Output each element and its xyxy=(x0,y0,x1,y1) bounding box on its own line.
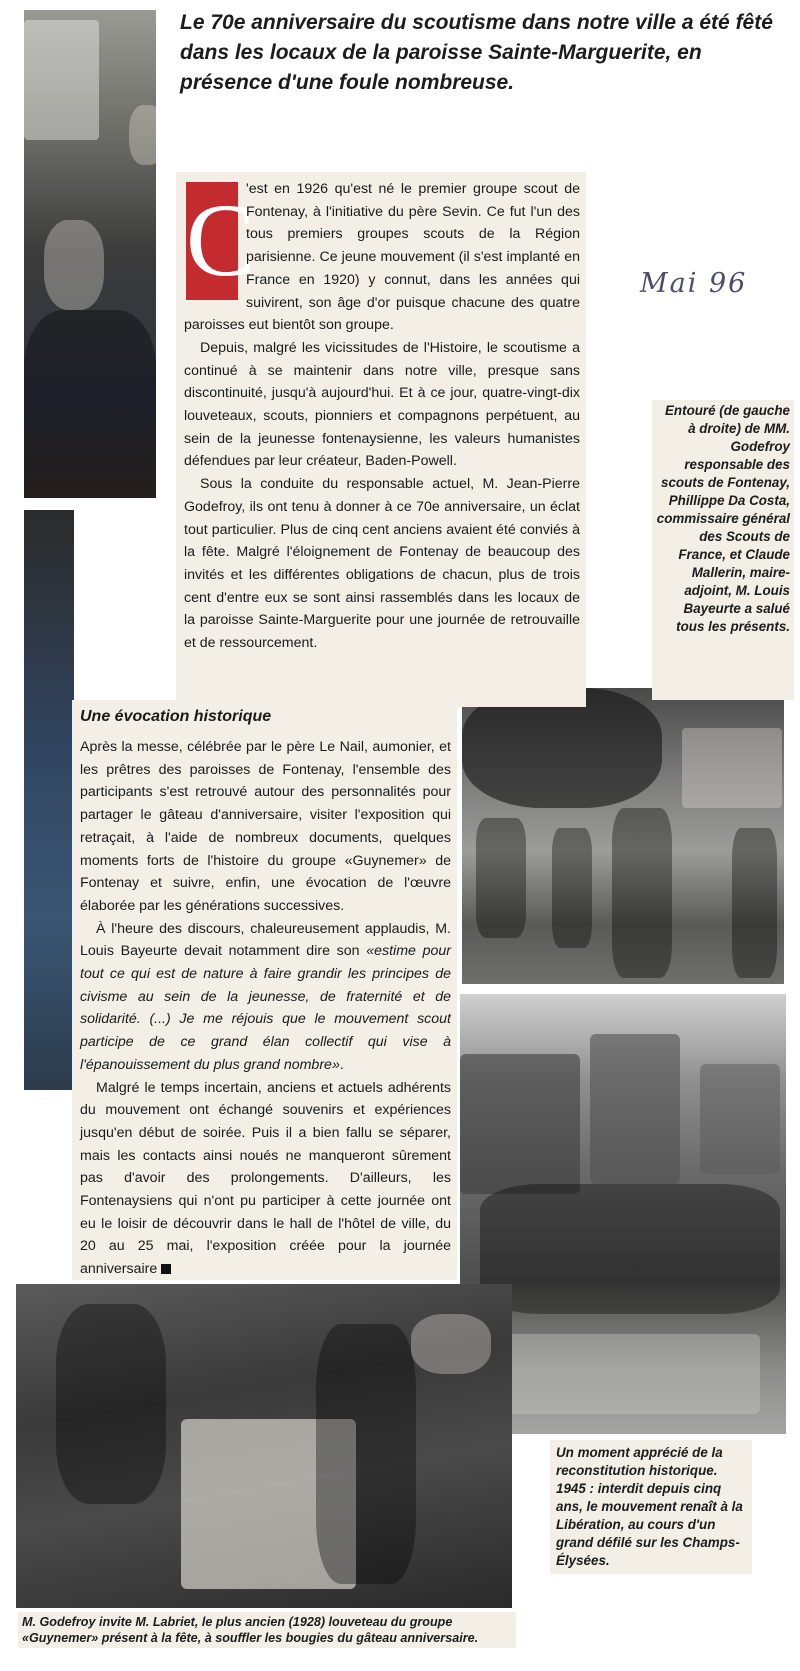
evocation-paragraph-2-start: À l'heure des discours, chaleureusement applaudis, M. Louis Bayeurte devait notamment dire son xyxy=(80,920,451,960)
evocation-title: Une évocation historique xyxy=(80,708,272,725)
evocation-paragraph-2 xyxy=(80,918,451,1077)
article-paragraph-3: Sous la conduite du responsable actuel, M. Jean-Pierre Godefroy, ils ont tenu à donner à ce 70e anniversaire, un éclat tout particulier. Plus de cinq cent anciens avaient été conviés à la fête. Malgré l'éloignement de Fontenay de beaucoup des invités et les différentes obligations de chacun, plus de trois cent d'entre eux se sont ainsi rassemblés dans les locaux de la paroisse Sainte-Marguerite pour une journée de retrouvaille et de ressourcement. xyxy=(184,476,580,652)
caption-parade: Un moment apprécié de la reconstitution historique. 1945 : interdit depuis cinq ans, le mouvement renaît à la Libération, au cours d'un grand défilé sur les Champs-Élysées. xyxy=(550,1440,752,1574)
photo-speakers xyxy=(462,688,784,984)
photo-crowd-top-left xyxy=(24,10,156,498)
end-mark-icon xyxy=(161,1264,171,1274)
evocation-paragraph-2-end: . xyxy=(339,1056,344,1073)
handwritten-date: Mai 96 xyxy=(640,268,748,299)
photo-cake xyxy=(16,1284,512,1608)
photo-person-left-edge xyxy=(24,510,74,1090)
evocation-paragraph-3 xyxy=(80,1077,451,1281)
headline: Le 70e anniversaire du scoutisme dans notre ville a été fêté dans les locaux de la paroisse Sainte-Marguerite, en présence d'une foule nombreuse. xyxy=(180,11,773,94)
evocation-paragraph-3-text: Malgré le temps incertain, anciens et actuels adhérents du mouvement ont échangé souvenirs et expériences jusqu'en début de soirée. Puis il a bien fallu se séparer, mais les contacts ainsi noués ne manqueront sûrement pas d'avoir des prolongements. D'ailleurs, les Fontenaysiens qui n'ont pu participer à cette journée ont eu le loisir de découvrir dans le hall de l'hôtel de ville, du 20 au 25 mai, l'exposition créée pour la journée anniversaire xyxy=(80,1079,451,1278)
caption-speakers: Entouré (de gauche à droite) de MM. Godefroy responsable des scouts de Fontenay, Phillippe Da Costa, commissaire général des Scouts de France, et Claude Mallerin, maire-adjoint, M. Louis Bayeurte a salué tous les présents. xyxy=(652,400,794,700)
evocation-column xyxy=(72,700,457,1280)
bayeurte-quote: «estime pour tout ce qui est de nature à faire grandir les principes de civisme au sein de la jeunesse, de fraternité et de solidarité. (...) Je me réjouis que le mouvement scout participe de ce grand élan collectif qui vise à l'épanouissement du plus grand nombre» xyxy=(80,943,452,1073)
article-column xyxy=(176,172,586,707)
article-paragraph-2: Depuis, malgré les vicissitudes de l'Histoire, le scoutisme a continué à se maintenir dans notre ville, presque sans discontinuité, jusqu'à aujourd'hui. Et à ce jour, quatre-vingt-dix louveteaux, scouts, pionniers et compagnons perpétuent, au sein de la jeunesse fontenaysienne, les valeurs humanistes défendues par leur créateur, Baden-Powell. xyxy=(184,339,580,470)
article-paragraph-1: 'est en 1926 qu'est né le premier groupe scout de Fontenay, à l'initiative du père Sevin. Ce fut l'un des tous premiers groupes scouts de la Région parisienne. Ce jeune mouvement (il s'est implanté en France en 1920) y connut, dans les années qui suivirent, son âge d'or puisque chacune des quatre paroisses eut bientôt son groupe. xyxy=(184,181,580,334)
drop-cap: C xyxy=(186,183,256,298)
caption-cake: M. Godefroy invite M. Labriet, le plus ancien (1928) louveteau du groupe «Guynemer» présent à la fête, à souffler les bougies du gâteau anniversaire. xyxy=(18,1612,516,1648)
evocation-paragraph-1: Après la messe, célébrée par le père Le Nail, aumonier, et les prêtres des paroisses de Fontenay, l'ensemble des participants s'est retrouvé autour des personnalités pour partager le gâteau d'anniversaire, visiter l'exposition qui retraçait, à l'aide de nombreux documents, quelques moments forts de l'histoire du groupe «Guynemer» de Fontenay et suivre, enfin, une évocation de l'œuvre élaborée par les générations successives. xyxy=(80,739,451,914)
